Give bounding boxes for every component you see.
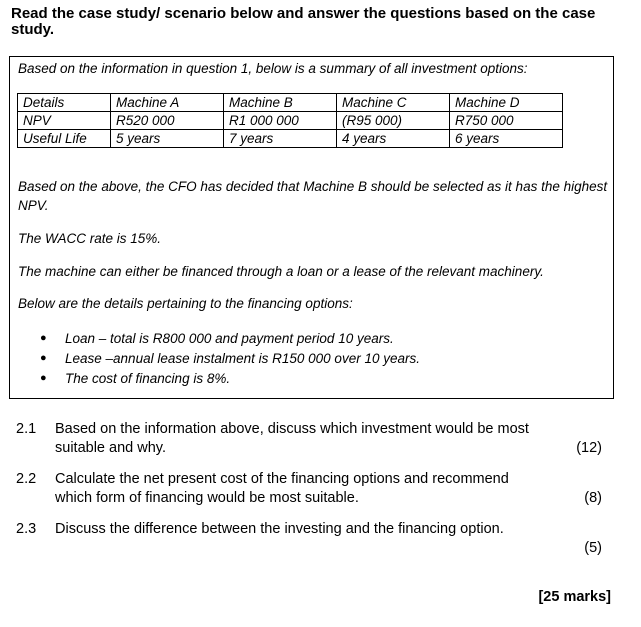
case-intro: Based on the information in question 1, below is a summary of all investment options: — [18, 61, 528, 76]
table-cell: 7 years — [224, 130, 337, 148]
question-2-3 — [16, 520, 606, 560]
question-text: Based on the information above, discuss which investment would be most suitable and why. — [55, 421, 529, 456]
list-item — [40, 328, 420, 348]
question-text: Calculate the net present cost of the financing options and recommend which form of financing would be most suitable. — [55, 471, 509, 506]
table-header-cell: Details — [18, 94, 111, 112]
case-para-financing: The machine can either be financed through a loan or a lease of the relevant machinery. — [18, 264, 544, 279]
list-item — [40, 368, 420, 388]
table-header-cell: Machine D — [450, 94, 563, 112]
question-marks: (5) — [584, 540, 602, 556]
bullet-icon: ● — [40, 332, 47, 344]
case-para-details: Below are the details pertaining to the financing options: — [18, 296, 353, 311]
table-header-cell: Machine A — [111, 94, 224, 112]
table-cell: 6 years — [450, 130, 563, 148]
question-marks: (8) — [584, 490, 602, 506]
table-cell: NPV — [18, 112, 111, 130]
table-cell: (R95 000) — [337, 112, 450, 130]
list-item-text: The cost of financing is 8%. — [65, 370, 231, 386]
table-row — [18, 130, 563, 148]
bullet-icon: ● — [40, 372, 47, 384]
table-header-row — [18, 94, 563, 112]
case-para-cfo: Based on the above, the CFO has decided that Machine B should be selected as it has the highest NPV. — [18, 179, 608, 213]
list-item-text: Loan – total is R800 000 and payment period 10 years. — [65, 330, 394, 346]
table-cell: R1 000 000 — [224, 112, 337, 130]
table-row — [18, 112, 563, 130]
bullet-icon: ● — [40, 352, 47, 364]
case-para-wacc: The WACC rate is 15%. — [18, 231, 162, 246]
question-2-2 — [16, 470, 606, 510]
table-cell: 4 years — [337, 130, 450, 148]
table-cell: R750 000 — [450, 112, 563, 130]
financing-options-list — [40, 328, 420, 388]
list-item — [40, 348, 420, 368]
total-marks: [25 marks] — [538, 589, 611, 605]
question-number: 2.2 — [16, 471, 37, 487]
question-number: 2.1 — [16, 421, 37, 437]
table-header-cell: Machine B — [224, 94, 337, 112]
list-item-text: Lease –annual lease instalment is R150 000 over 10 years. — [65, 350, 420, 366]
question-number: 2.3 — [16, 521, 37, 537]
case-study-box — [9, 56, 614, 399]
table-cell: 5 years — [111, 130, 224, 148]
question-2-1 — [16, 420, 606, 460]
question-text: Discuss the difference between the investing and the financing option. — [55, 521, 504, 537]
investment-summary-table — [17, 93, 563, 148]
table-cell: R520 000 — [111, 112, 224, 130]
table-header-cell: Machine C — [337, 94, 450, 112]
table-cell: Useful Life — [18, 130, 111, 148]
question-marks: (12) — [576, 440, 602, 456]
page-heading: Read the case study/ scenario below and answer the questions based on the case study. — [11, 5, 596, 38]
